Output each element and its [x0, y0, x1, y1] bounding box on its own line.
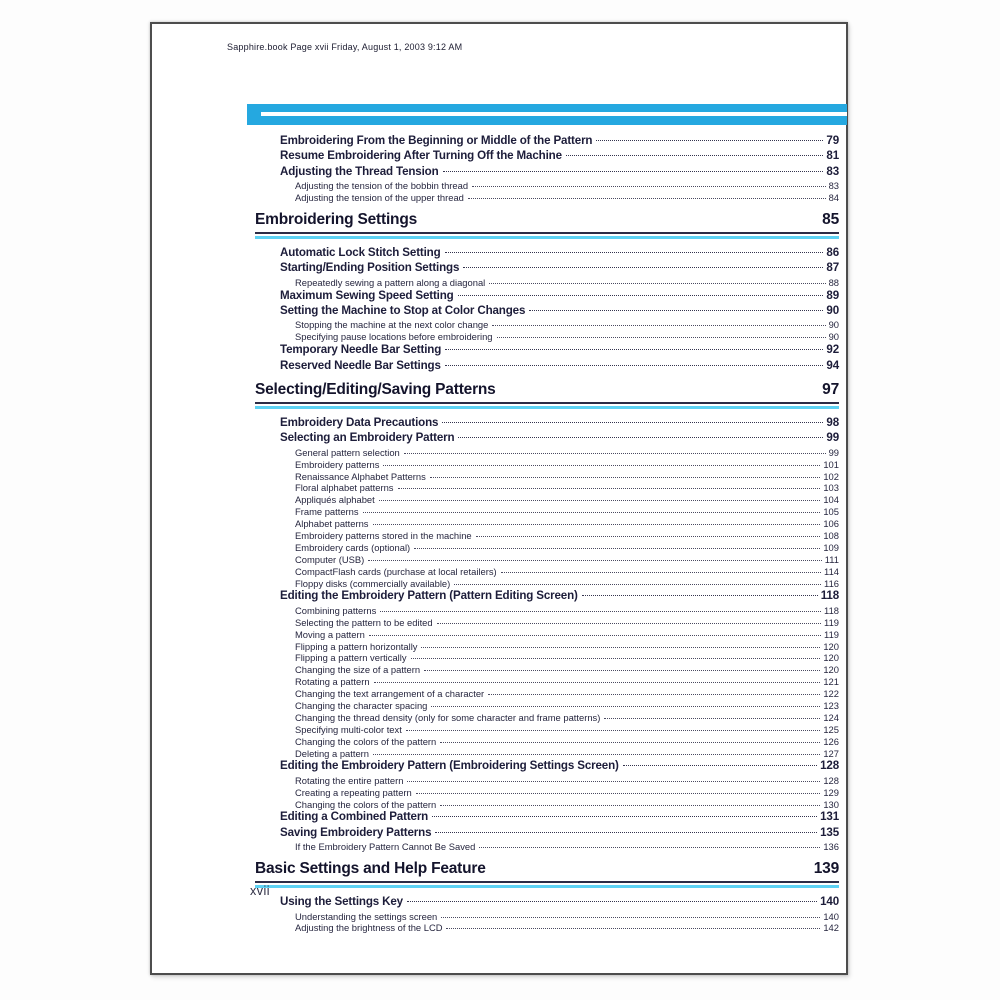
- toc-entry-label: Embroidery cards (optional): [295, 541, 411, 553]
- toc-entry-page: 87: [826, 261, 839, 275]
- section-rule-dark: [255, 402, 839, 404]
- toc-entry: [255, 775, 839, 787]
- toc-entry-page: 88: [828, 276, 839, 288]
- toc-leader: [379, 500, 821, 501]
- toc-section-heading: [255, 381, 839, 409]
- toc-entry: [255, 922, 839, 934]
- toc-entry-page: 79: [826, 134, 839, 147]
- toc-entry: [255, 277, 839, 289]
- print-header-text: Sapphire.book Page xvii Friday, August 1, 2003 9:12 AM: [227, 42, 463, 52]
- toc-entry-label: Rotating a pattern: [295, 676, 370, 688]
- toc-entry: [255, 359, 839, 374]
- toc-entry-page: 120: [823, 652, 839, 664]
- toc-leader: [501, 572, 821, 573]
- toc-entry-label: Embroidery patterns stored in the machine: [295, 529, 472, 541]
- toc-leader: [437, 623, 821, 624]
- toc-leader: [432, 816, 817, 817]
- toc-entry-label: Setting the Machine to Stop at Color Changes: [280, 304, 526, 318]
- toc-leader: [369, 635, 821, 636]
- toc-leader: [582, 595, 818, 596]
- section-page: 85: [822, 210, 839, 228]
- toc-leader: [411, 658, 821, 659]
- toc-leader: [416, 793, 821, 794]
- section-rule-cyan: [255, 885, 839, 888]
- toc-entry-label: Saving Embroidery Patterns: [280, 825, 432, 839]
- toc-entry-page: 121: [823, 676, 839, 688]
- toc-leader: [489, 283, 825, 284]
- toc-entry-page: 119: [824, 616, 839, 628]
- toc-leader: [430, 477, 821, 478]
- toc-entry-page: 131: [820, 810, 839, 824]
- toc-entry: [255, 826, 839, 841]
- toc-entry: [255, 482, 839, 494]
- toc-leader: [492, 325, 825, 326]
- toc-entry: [255, 664, 839, 676]
- table-of-contents: [255, 134, 839, 934]
- toc-entry: [255, 578, 839, 590]
- toc-section-heading: [255, 860, 839, 888]
- toc-entry-label: Renaissance Alphabet Patterns: [295, 470, 426, 482]
- section-title: Selecting/Editing/Saving Patterns: [255, 380, 496, 398]
- toc-leader: [363, 512, 821, 513]
- toc-leader: [424, 670, 820, 671]
- toc-leader: [472, 186, 826, 187]
- toc-entry: [255, 724, 839, 736]
- toc-entry-page: 84: [828, 192, 839, 204]
- toc-entry: [255, 700, 839, 712]
- toc-entry-label: Adjusting the tension of the upper thread: [295, 192, 464, 204]
- toc-leader: [373, 754, 820, 755]
- toc-entry: [255, 688, 839, 700]
- toc-entry-label: Embroidering From the Beginning or Middle of the Pattern: [280, 134, 593, 147]
- toc-leader: [476, 536, 821, 537]
- toc-entry-label: CompactFlash cards (purchase at local retailers): [295, 565, 497, 577]
- toc-entry-label: Starting/Ending Position Settings: [280, 261, 460, 275]
- section-rule-cyan: [255, 236, 839, 239]
- toc-entry-label: Maximum Sewing Speed Setting: [280, 288, 454, 302]
- toc-leader: [497, 337, 826, 338]
- section-title: Basic Settings and Help Feature: [255, 860, 486, 878]
- toc-leader: [414, 548, 820, 549]
- toc-entry-label: Embroidery Data Precautions: [280, 415, 439, 429]
- toc-entry-label: Using the Settings Key: [280, 895, 403, 909]
- toc-leader: [458, 295, 824, 296]
- toc-entry-label: Understanding the settings screen: [295, 910, 438, 922]
- toc-entry: [255, 605, 839, 617]
- toc-entry: [255, 289, 839, 304]
- toc-entry: [255, 748, 839, 760]
- toc-entry-page: 140: [820, 895, 839, 909]
- toc-entry: [255, 810, 839, 825]
- section-page: 97: [822, 380, 839, 398]
- toc-entry: [255, 712, 839, 724]
- toc-entry-page: 81: [826, 149, 839, 163]
- toc-entry: [255, 165, 839, 180]
- toc-entry-page: 101: [823, 458, 839, 470]
- toc-entry-page: 98: [826, 415, 839, 429]
- toc-entry-label: Changing the character spacing: [295, 699, 428, 711]
- toc-entry: [255, 304, 839, 319]
- toc-entry-label: Adjusting the tension of the bobbin thread: [295, 180, 469, 192]
- toc-entry-label: Deleting a pattern: [295, 747, 370, 759]
- toc-leader: [454, 584, 821, 585]
- manual-page: [150, 22, 848, 975]
- toc-entry-page: 142: [823, 922, 839, 934]
- toc-leader: [446, 928, 820, 929]
- toc-entry-page: 83: [828, 180, 839, 192]
- toc-entry-label: Changing the colors of the pattern: [295, 798, 437, 810]
- toc-entry: [255, 471, 839, 483]
- toc-entry: [255, 331, 839, 343]
- toc-entry-label: If the Embroidery Pattern Cannot Be Saved: [295, 841, 476, 853]
- toc-entry-label: Automatic Lock Stitch Setting: [280, 245, 441, 259]
- header-accent-bar: [247, 104, 847, 125]
- toc-entry-page: 120: [823, 640, 839, 652]
- toc-leader: [398, 488, 821, 489]
- toc-leader: [488, 694, 820, 695]
- toc-entry-label: Computer (USB): [295, 553, 365, 565]
- toc-entry: [255, 641, 839, 653]
- toc-entry-page: 122: [823, 688, 839, 700]
- toc-entry-page: 94: [826, 358, 839, 372]
- toc-leader: [380, 611, 821, 612]
- toc-entry-label: Appliqués alphabet: [295, 494, 375, 506]
- toc-entry-label: Combining patterns: [295, 604, 377, 616]
- toc-entry-label: Reserved Needle Bar Settings: [280, 358, 441, 372]
- toc-entry-label: Repeatedly sewing a pattern along a diagonal: [295, 276, 486, 288]
- toc-entry: [255, 652, 839, 664]
- toc-entry-page: 114: [824, 565, 839, 577]
- toc-entry-page: 125: [823, 723, 839, 735]
- toc-entry-label: General pattern selection: [295, 446, 400, 458]
- toc-leader: [440, 742, 820, 743]
- toc-leader: [479, 847, 820, 848]
- toc-entry-label: Flipping a pattern horizontally: [295, 640, 418, 652]
- toc-entry-page: 129: [823, 786, 839, 798]
- toc-leader: [440, 805, 820, 806]
- toc-entry-label: Creating a repeating pattern: [295, 786, 412, 798]
- toc-entry-page: 124: [823, 711, 839, 723]
- toc-entry: [255, 246, 839, 261]
- toc-entry: [255, 180, 839, 192]
- toc-entry-page: 106: [823, 518, 839, 530]
- toc-entry-page: 90: [826, 304, 839, 318]
- toc-entry: [255, 149, 839, 164]
- toc-entry-label: Editing a Combined Pattern: [280, 810, 429, 824]
- toc-entry: [255, 589, 839, 604]
- toc-leader: [445, 365, 824, 366]
- toc-entry-page: 108: [823, 529, 839, 541]
- toc-entry: [255, 192, 839, 204]
- toc-leader: [435, 832, 817, 833]
- toc-entry-page: 99: [826, 431, 839, 445]
- toc-leader: [383, 465, 820, 466]
- toc-entry-label: Frame patterns: [295, 506, 359, 518]
- toc-entry: [255, 895, 839, 910]
- toc-entry: [255, 530, 839, 542]
- toc-entry: [255, 431, 839, 446]
- toc-leader: [441, 917, 820, 918]
- toc-entry-page: 120: [823, 664, 839, 676]
- toc-entry-label: Stopping the machine at the next color change: [295, 319, 489, 331]
- toc-leader: [368, 560, 821, 561]
- toc-leader: [529, 310, 823, 311]
- toc-entry-page: 109: [823, 541, 839, 553]
- toc-entry: [255, 319, 839, 331]
- section-title: Embroidering Settings: [255, 210, 418, 228]
- section-rule-dark: [255, 881, 839, 883]
- section-rule-cyan: [255, 406, 839, 409]
- toc-entry-page: 104: [823, 494, 839, 506]
- toc-entry: [255, 554, 839, 566]
- toc-entry: [255, 506, 839, 518]
- toc-entry-label: Changing the size of a pattern: [295, 664, 421, 676]
- toc-entry: [255, 261, 839, 276]
- toc-entry: [255, 629, 839, 641]
- toc-entry-label: Floppy disks (commercially available): [295, 577, 451, 589]
- toc-leader: [468, 198, 826, 199]
- toc-leader: [463, 267, 823, 268]
- toc-leader: [596, 140, 823, 141]
- toc-entry-page: 99: [828, 446, 839, 458]
- toc-entry-label: Changing the text arrangement of a character: [295, 688, 485, 700]
- toc-leader: [442, 422, 823, 423]
- toc-entry-page: 105: [823, 506, 839, 518]
- toc-entry-page: 130: [823, 798, 839, 810]
- toc-entry-page: 119: [824, 628, 839, 640]
- toc-entry-label: Editing the Embroidery Pattern (Embroidering Settings Screen): [280, 759, 619, 773]
- toc-entry-label: Adjusting the brightness of the LCD: [295, 922, 443, 934]
- toc-entry-label: Adjusting the Thread Tension: [280, 164, 439, 178]
- toc-entry-label: Specifying multi-color text: [295, 723, 402, 735]
- toc-leader: [445, 349, 823, 350]
- toc-entry: [255, 416, 839, 431]
- toc-entry-label: Flipping a pattern vertically: [295, 652, 407, 664]
- toc-leader: [404, 453, 826, 454]
- toc-entry-label: Moving a pattern: [295, 628, 365, 640]
- toc-leader: [374, 682, 821, 683]
- toc-entry-page: 118: [824, 604, 839, 616]
- toc-entry-label: Changing the colors of the pattern: [295, 735, 437, 747]
- section-page: 139: [813, 860, 839, 878]
- toc-entry-page: 103: [823, 482, 839, 494]
- toc-entry: [255, 787, 839, 799]
- toc-entry-label: Changing the thread density (only for some character and frame patterns): [295, 711, 601, 723]
- toc-entry: [255, 911, 839, 923]
- toc-leader: [406, 730, 821, 731]
- toc-leader: [458, 437, 823, 438]
- toc-entry: [255, 494, 839, 506]
- toc-entry-page: 111: [824, 553, 839, 565]
- toc-leader: [407, 781, 820, 782]
- toc-entry: [255, 447, 839, 459]
- toc-entry-page: 140: [823, 910, 839, 922]
- toc-entry-label: Floral alphabet patterns: [295, 482, 394, 494]
- toc-entry-label: Specifying pause locations before embroidering: [295, 331, 493, 343]
- toc-entry: [255, 617, 839, 629]
- header-accent-stripe: [261, 112, 847, 116]
- toc-entry-page: 89: [826, 288, 839, 302]
- toc-entry-page: 127: [823, 747, 839, 759]
- toc-leader: [604, 718, 820, 719]
- toc-section-heading: [255, 211, 839, 239]
- toc-leader: [407, 901, 817, 902]
- toc-entry-page: 118: [820, 589, 839, 603]
- toc-leader: [421, 647, 820, 648]
- toc-entry: [255, 676, 839, 688]
- toc-entry-label: Resume Embroidering After Turning Off the Machine: [280, 149, 562, 163]
- toc-leader: [445, 252, 824, 253]
- toc-leader: [566, 155, 824, 156]
- toc-entry: [255, 759, 839, 774]
- toc-entry-label: Embroidery patterns: [295, 458, 380, 470]
- toc-entry-label: Rotating the entire pattern: [295, 774, 404, 786]
- toc-leader: [443, 171, 824, 172]
- toc-leader: [623, 765, 817, 766]
- toc-entry-page: 135: [820, 825, 839, 839]
- toc-entry-page: 128: [823, 774, 839, 786]
- toc-entry-page: 116: [824, 577, 839, 589]
- toc-entry-label: Alphabet patterns: [295, 518, 369, 530]
- toc-entry-page: 90: [828, 331, 839, 343]
- toc-entry-page: 86: [826, 245, 839, 259]
- toc-entry-page: 92: [826, 343, 839, 357]
- toc-entry-page: 128: [820, 759, 839, 773]
- toc-entry-page: 123: [823, 699, 839, 711]
- toc-entry-page: 102: [823, 470, 839, 482]
- section-rule-dark: [255, 232, 839, 234]
- toc-entry: [255, 134, 839, 149]
- toc-entry-page: 90: [828, 319, 839, 331]
- toc-entry-label: Editing the Embroidery Pattern (Pattern Editing Screen): [280, 589, 578, 603]
- toc-entry: [255, 518, 839, 530]
- toc-entry: [255, 736, 839, 748]
- toc-entry: [255, 542, 839, 554]
- toc-entry: [255, 343, 839, 358]
- page-number-footer: xvii: [250, 884, 271, 898]
- toc-entry-label: Selecting the pattern to be edited: [295, 616, 433, 628]
- toc-entry-label: Selecting an Embroidery Pattern: [280, 431, 455, 445]
- toc-entry: [255, 799, 839, 811]
- toc-entry: [255, 566, 839, 578]
- toc-entry: [255, 459, 839, 471]
- toc-entry-page: 83: [826, 164, 839, 178]
- toc-entry-page: 126: [823, 735, 839, 747]
- toc-leader: [431, 706, 820, 707]
- toc-entry-page: 136: [823, 841, 839, 853]
- toc-entry: [255, 841, 839, 853]
- toc-entry-label: Temporary Needle Bar Setting: [280, 343, 442, 357]
- toc-leader: [373, 524, 821, 525]
